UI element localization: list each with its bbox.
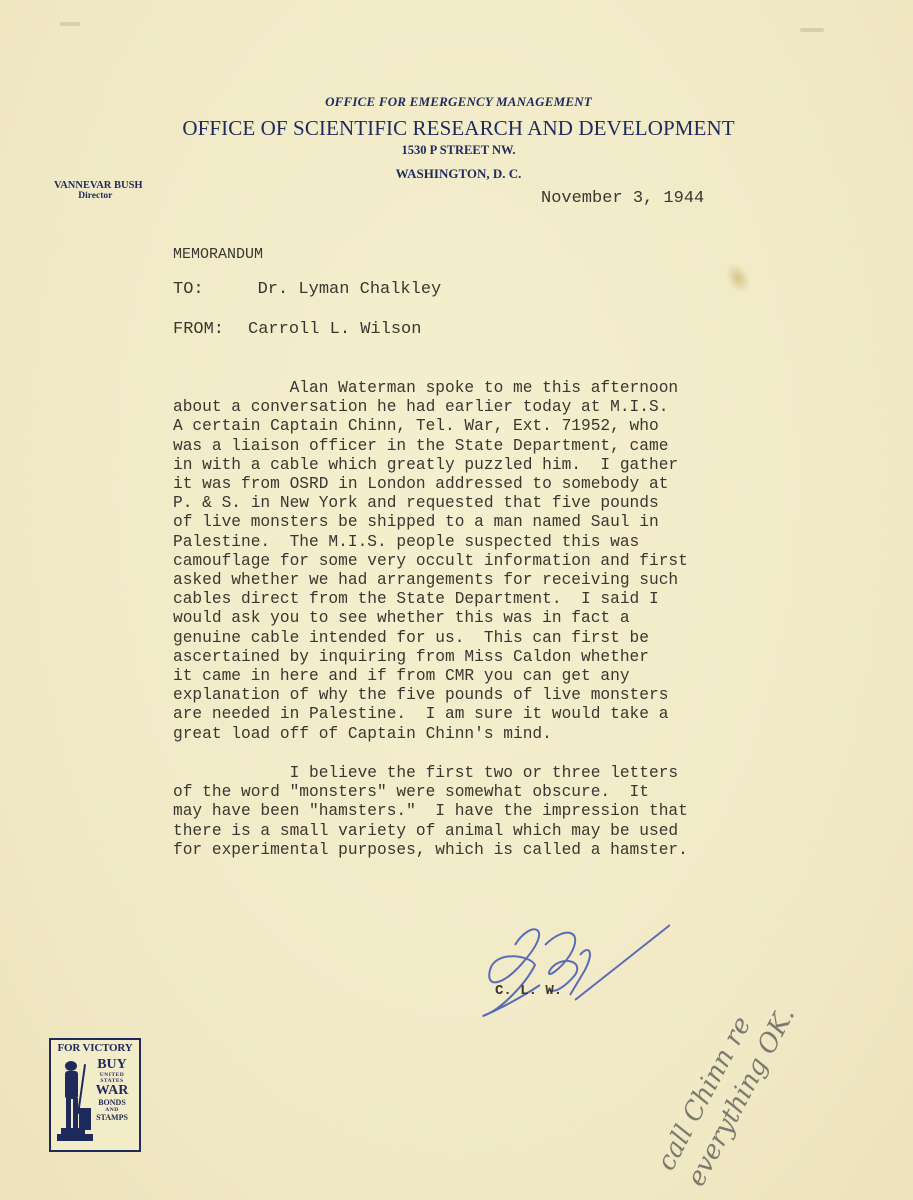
letterhead-agency: OFFICE FOR EMERGENCY MANAGEMENT	[325, 94, 592, 109]
war-bonds-stamp	[49, 1038, 141, 1152]
memo-heading: MEMORANDUM	[173, 246, 264, 263]
handwritten-note: call Chinn re everything OK.	[651, 1001, 802, 1192]
signature	[470, 915, 670, 1025]
stamp-headline: FOR VICTORY	[57, 1042, 133, 1054]
to-value: Dr. Lyman Chalkley	[257, 280, 442, 299]
staple-mark-right	[800, 28, 824, 32]
stamp-war: WAR	[95, 1083, 129, 1098]
from-label: FROM:	[173, 320, 225, 339]
memo-date: November 3, 1944	[541, 189, 705, 208]
staple-mark-left	[60, 22, 80, 26]
director-name: VANNEVAR BUSH	[54, 180, 143, 191]
from-line	[173, 320, 421, 339]
stamp-united-states: UNITED STATES	[99, 1072, 125, 1084]
from-value: Carroll L. Wilson	[248, 320, 422, 339]
stamp-stamps: STAMPS	[96, 1112, 128, 1122]
stain	[720, 259, 755, 298]
body-paragraph-2: I believe the first two or three letters of the word "monsters" were somewhat obscure. It may have been "hamsters." I have the impression that there is a small variety of animal which may be used for experimental purposes, which is called a hamster.	[173, 764, 688, 859]
stamp-bonds: BONDS	[98, 1098, 126, 1107]
letterhead-city: WASHINGTON, D. C.	[395, 166, 522, 181]
letterhead-office: OFFICE OF SCIENTIFIC RESEARCH AND DEVELOPMENT	[182, 116, 735, 140]
to-label: TO:	[173, 280, 204, 299]
director-block	[54, 180, 143, 201]
director-title: Director	[78, 191, 113, 201]
stamp-and: AND	[105, 1107, 119, 1113]
typed-initials: C. L. W.	[495, 983, 563, 999]
stamp-buy: BUY	[97, 1057, 127, 1072]
letterhead-street: 1530 P STREET NW.	[401, 143, 516, 157]
body-paragraph-1: Alan Waterman spoke to me this afternoon about a conversation he had earlier today at M.I.S. A certain Captain Chinn, Tel. War, Ext. 71952, who was a liaison officer in the State Department, came in with a cable which greatly puzzled him. I gather it was from OSRD in London addressed to somebody at P. & S. in New York and requested that five pounds of live monsters be shipped to a man named Saul in Palestine. The M.I.S. people suspected this was camouflage for some very occult information and first asked whether we had arrangements for receiving such cables direct from the State Department. I said I would ask you to see whether this was in fact a genuine cable intended for us. This can first be ascertained by inquiring from Miss Caldon whether it came in here and if from CMR you can get any explanation of why the five pounds of live monsters are needed in Palestine. I am sure it would take a great load off of Captain Chinn's mind.	[173, 379, 688, 743]
to-line	[173, 280, 441, 299]
stamp-text	[89, 1058, 135, 1122]
